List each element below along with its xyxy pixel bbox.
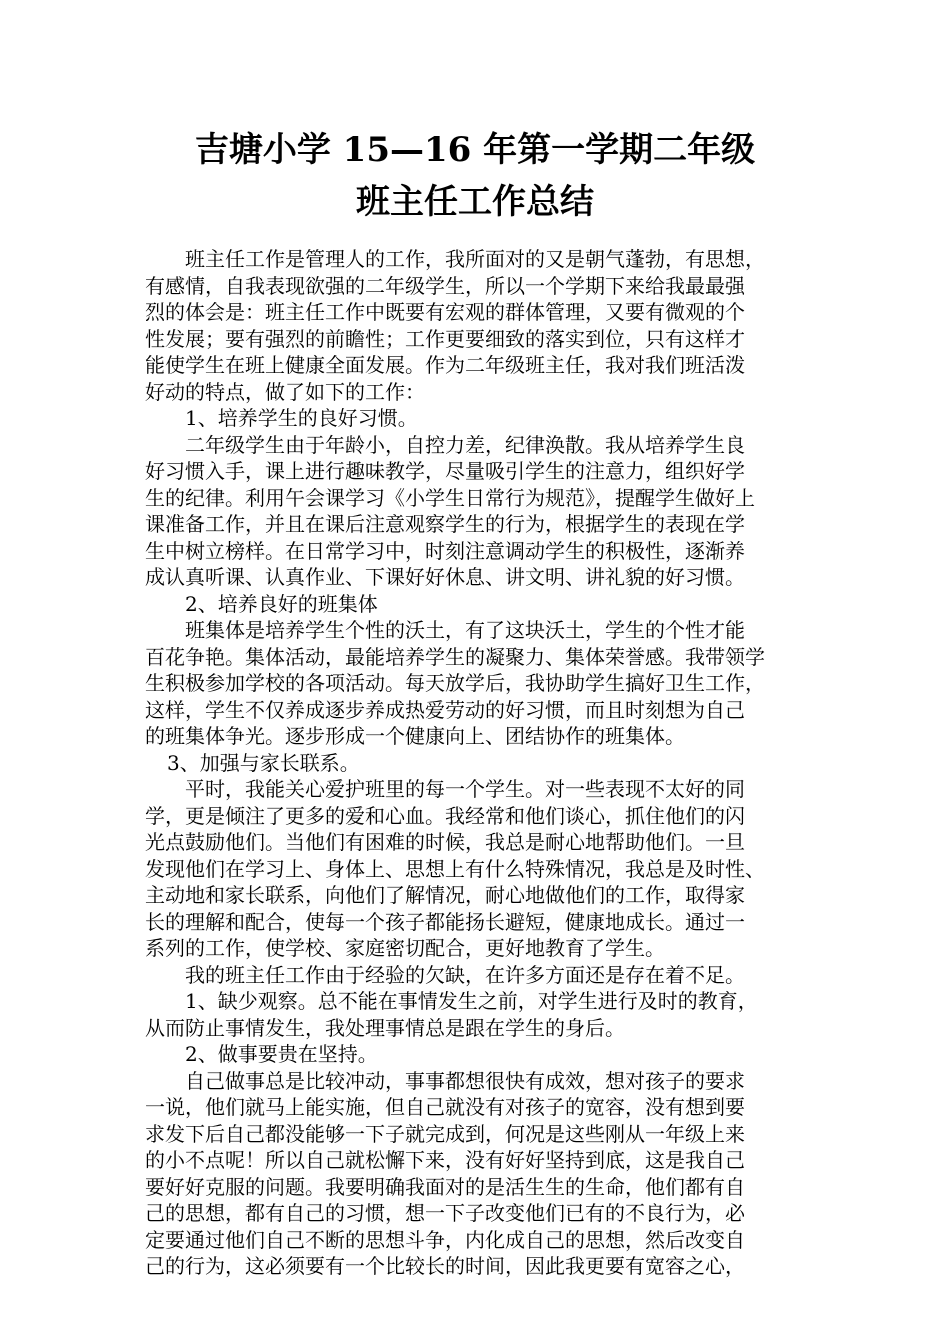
- body-text-line: 课准备工作，并且在课后注意观察学生的行为，根据学生的表现在学: [145, 512, 745, 536]
- body-text-line: 3、加强与家长联系。: [167, 750, 360, 775]
- body-text-line: 这样，学生不仅养成逐步养成热爱劳动的好习惯，而且时刻想为自己: [145, 697, 745, 722]
- body-text-line: 发现他们在学习上、身体上、思想上有什么特殊情况，我总是及时性、: [145, 856, 765, 881]
- body-text-line: 二年级学生由于年龄小，自控力差，纪律涣散。我从培养学生良: [185, 432, 745, 457]
- body-text-line: 的小不点呢！所以自己就松懈下来，没有好好坚持到底，这是我自己: [145, 1148, 745, 1172]
- document-title-line-1: 吉塘小学 15—16 年第一学期二年级: [194, 130, 756, 170]
- body-text-line: 能使学生在班上健康全面发展。作为二年级班主任，我对我们班活泼: [145, 353, 745, 377]
- body-text-line: 2、培养良好的班集体: [185, 591, 378, 616]
- body-text-line: 求发下后自己都没能够一下子就完成到，何况是这些刚从一年级上来: [145, 1121, 745, 1146]
- body-text-line: 己的思想，都有自己的习惯，想一下子改变他们已有的不良行为，必: [145, 1201, 745, 1225]
- body-text-line: 光点鼓励他们。当他们有困难的时候，我总是耐心地帮助他们。一旦: [145, 830, 745, 854]
- body-text-line: 定要通过他们自己不断的思想斗争，内化成自己的思想，然后改变自: [145, 1227, 745, 1252]
- body-text-line: 1、缺少观察。总不能在事情发生之前，对学生进行及时的教育，: [185, 989, 758, 1013]
- body-text-line: 烈的体会是：班主任工作中既要有宏观的群体管理，又要有微观的个: [145, 300, 745, 324]
- document-body: [145, 246, 815, 1280]
- body-text-line: 主动地和家长联系，向他们了解情况，耐心地做他们的工作，取得家: [145, 883, 745, 907]
- body-text-line: 自己做事总是比较冲动，事事都想很快有成效，想对孩子的要求: [185, 1068, 745, 1093]
- body-text-line: 长的理解和配合，使每一个孩子都能扬长避短，健康地成长。通过一: [145, 909, 745, 934]
- body-text-line: 百花争艳。集体活动，最能培养学生的凝聚力、集体荣誉感。我带领学: [145, 644, 765, 669]
- body-text-line: 性发展；要有强烈的前瞻性；工作更要细致的落实到位，只有这样才: [145, 326, 745, 351]
- document-title-line-2: 班主任工作总结: [356, 182, 594, 222]
- body-text-line: 好动的特点，做了如下的工作：: [145, 379, 425, 404]
- body-text-line: 有感情，自我表现欲强的二年级学生，所以一个学期下来给我最最强: [145, 273, 745, 298]
- body-text-line: 生的纪律。利用午会课学习《小学生日常行为规范》，提醒学生做好上: [145, 485, 755, 510]
- body-text-line: 生中树立榜样。在日常学习中，时刻注意调动学生的积极性，逐渐养: [145, 538, 745, 563]
- body-text-line: 1、培养学生的良好习惯。: [185, 406, 418, 430]
- body-text-line: 生积极参加学校的各项活动。每天放学后，我协助学生搞好卫生工作，: [145, 671, 765, 695]
- body-text-line: 班主任工作是管理人的工作，我所面对的又是朝气蓬勃，有思想，: [185, 247, 765, 271]
- body-text-line: 成认真听课、认真作业、下课好好休息、讲文明、讲礼貌的好习惯。: [145, 565, 745, 589]
- body-text-line: 要好好克服的问题。我要明确我面对的是活生生的生命，他们都有自: [145, 1174, 745, 1199]
- body-text-line: 一说，他们就马上能实施，但自己就没有对孩子的宽容，没有想到要: [145, 1095, 745, 1119]
- body-text-line: 己的行为，这必须要有一个比较长的时间，因此我更要有宽容之心，: [145, 1254, 745, 1278]
- body-text-line: 的班集体争光。逐步形成一个健康向上、团结协作的班集体。: [145, 724, 685, 748]
- body-text-line: 从而防止事情发生，我处理事情总是跟在学生的身后。: [145, 1015, 625, 1040]
- body-text-line: 平时，我能关心爱护班里的每一个学生。对一些表现不太好的同: [185, 777, 745, 801]
- body-text-line: 我的班主任工作由于经验的欠缺，在许多方面还是存在着不足。: [185, 962, 745, 987]
- body-text-line: 系列的工作，使学校、家庭密切配合，更好地教育了学生。: [145, 936, 665, 960]
- body-text-line: 好习惯入手，课上进行趣味教学，尽量吸引学生的注意力，组织好学: [145, 459, 745, 483]
- body-text-line: 2、做事要贵在坚持。: [185, 1042, 378, 1066]
- body-text-line: 班集体是培养学生个性的沃土，有了这块沃土，学生的个性才能: [185, 618, 745, 642]
- body-text-line: 学，更是倾注了更多的爱和心血。我经常和他们谈心，抓住他们的闪: [145, 803, 745, 828]
